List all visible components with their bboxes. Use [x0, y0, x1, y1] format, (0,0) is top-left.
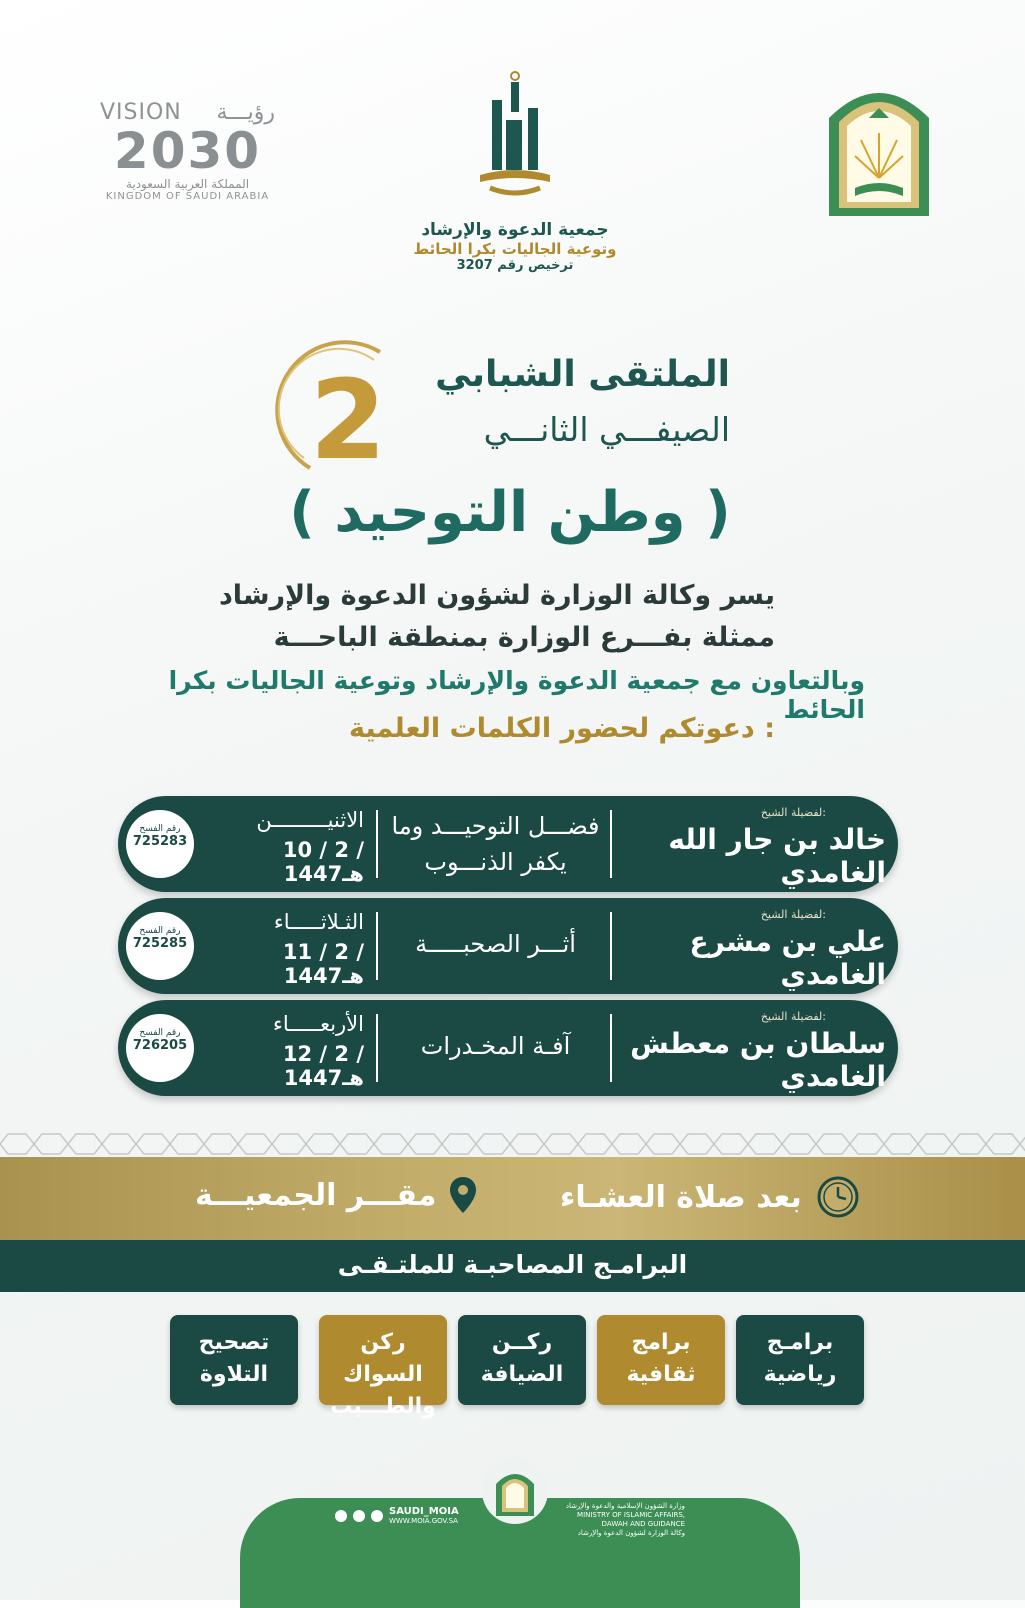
vision-year: 2030 — [113, 122, 262, 180]
agency-name: وكالة الوزارة لشؤون الدعوة والإرشاد — [577, 1529, 685, 1537]
footer-emblem — [482, 1458, 548, 1524]
speaker-name: سلطان بن معطش الغامدي — [630, 1027, 886, 1093]
event-time — [560, 1175, 860, 1219]
vision-country-ar: المملكة العربية السعودية — [125, 177, 250, 191]
speaker-name: خالد بن جار الله الغامدي — [668, 823, 886, 889]
website-link[interactable]: WWW.MOIA.GOV.SA — [389, 1517, 458, 1525]
lecture-speaker — [618, 1010, 886, 1093]
program-line2: والطـــيب — [330, 1394, 436, 1419]
lecture-hijri-date: 11 / 2 / 1447هـ — [282, 940, 364, 988]
ministry-name-en: MINISTRY OF ISLAMIC AFFAIRS, DAWAH AND GUIDANCE — [577, 1511, 685, 1528]
divider — [376, 810, 378, 878]
license-number: ترخيص رقم 3207 — [456, 258, 574, 273]
intro-line4: دعوتكم لحضور الكلمات العلمية : — [349, 713, 775, 744]
event-time-text: بعد صلاة العشـاء — [560, 1179, 802, 1215]
number-two-graphic — [270, 340, 420, 480]
event-title-area — [270, 340, 750, 490]
lecture-date — [214, 910, 364, 988]
ministry-name-ar: وزارة الشؤون الإسلامية والدعوة والإرشاد — [565, 1502, 685, 1510]
program-line1: ركــن — [491, 1330, 553, 1355]
broadcast-label: رقم الفسح — [139, 1028, 181, 1038]
number-two: 2 — [309, 356, 387, 480]
clock-icon — [816, 1175, 860, 1219]
broadcast-number-badge — [126, 1014, 194, 1082]
program-line2: الضيافة — [480, 1362, 564, 1387]
vision-2030-logo — [100, 100, 275, 220]
speaker-honorific: لفضيلة الشيخ: — [760, 806, 826, 819]
divider — [610, 912, 612, 980]
ministry-emblem-icon — [825, 78, 933, 216]
program-line2: ثقافية — [626, 1362, 696, 1387]
divider — [610, 810, 612, 878]
broadcast-label: رقم الفسح — [139, 824, 181, 834]
association-logo — [400, 70, 630, 290]
vision-country-en: KINGDOM OF SAUDI ARABIA — [105, 191, 270, 202]
title-line1: الملتقى الشبابي — [435, 354, 730, 395]
lecture-hijri-date: 12 / 2 / 1447هـ — [282, 1042, 364, 1090]
broadcast-number: 726205 — [132, 1038, 188, 1053]
intro-line2: ممثلة بفـــرع الوزارة بمنطقة الباحـــة — [273, 622, 775, 653]
program-line2: التلاوة — [199, 1362, 269, 1387]
lecture-hijri-date: 10 / 2 / 1447هـ — [282, 838, 364, 886]
lecture-row — [118, 1000, 898, 1096]
association-name-line2: وتوعية الجاليات بكرا الحائط — [413, 240, 617, 258]
program-item — [319, 1315, 447, 1419]
speaker-honorific: لفضيلة الشيخ: — [760, 908, 826, 921]
program-line1: تصحيح — [198, 1330, 270, 1355]
programs-title: البرامـج المصاحبـة للملتـقـى — [337, 1250, 688, 1279]
lecture-day: الثـلاثـــــاء — [273, 910, 364, 934]
vision-arabic: رؤيـــة — [216, 100, 275, 125]
social-links — [335, 1506, 459, 1525]
association-emblem-icon — [470, 70, 560, 210]
association-name: جمعية الدعوة والإرشاد — [421, 220, 609, 240]
lattice-pattern — [0, 1130, 1025, 1158]
vision-latin: VISION — [100, 100, 182, 125]
location-pin-icon — [448, 1175, 478, 1215]
program-line1: برامـج — [766, 1330, 834, 1355]
speaker-name: علي بن مشرع الغامدي — [689, 925, 886, 991]
program-line2: رياضية — [763, 1362, 837, 1387]
broadcast-number: 725283 — [132, 834, 188, 849]
divider — [610, 1014, 612, 1082]
event-place-text: مقـــر الجمعيـــة — [195, 1177, 437, 1213]
facebook-icon[interactable] — [353, 1510, 365, 1522]
program-line1: ركن السواك — [343, 1330, 423, 1387]
broadcast-number-badge — [126, 810, 194, 878]
lecture-row — [118, 796, 898, 892]
broadcast-number-badge — [126, 912, 194, 980]
intro-line1: يسر وكالة الوزارة لشؤون الدعوة والإرشاد — [218, 580, 775, 611]
program-item — [170, 1315, 298, 1405]
lecture-speaker — [618, 806, 886, 889]
divider — [376, 1014, 378, 1082]
lecture-day: الاثنيـــــــــن — [256, 808, 364, 832]
program-line1: برامج — [631, 1330, 691, 1355]
ministry-emblem-small-icon — [482, 1458, 548, 1524]
program-item — [736, 1315, 864, 1405]
lecture-row — [118, 898, 898, 994]
ministry-text — [565, 1502, 685, 1538]
program-item — [458, 1315, 586, 1405]
divider — [376, 912, 378, 980]
lecture-date — [214, 1012, 364, 1090]
event-details-band — [0, 1157, 1025, 1241]
intro-line3: وبالتعاون مع جمعية الدعوة والإرشاد وتوعية الجاليات بكرا الحائط — [168, 666, 865, 724]
broadcast-number: 725285 — [132, 936, 188, 951]
social-handle[interactable]: SAUDI_MOIA — [389, 1506, 459, 1517]
programs-header-band — [0, 1240, 1025, 1292]
event-subtitle: ( وطن التوحيد ) — [289, 480, 731, 545]
lecture-date — [214, 808, 364, 886]
twitter-icon[interactable] — [371, 1510, 383, 1522]
lecture-speaker — [618, 908, 886, 991]
lecture-topic: فضـــل التوحيـــد وما يكفر الذنـــوب — [391, 812, 600, 876]
program-item — [597, 1315, 725, 1405]
instagram-icon[interactable] — [335, 1510, 347, 1522]
lecture-day: الأربعـــــاء — [273, 1012, 364, 1036]
lecture-topic: آفـة المخـدرات — [420, 1032, 571, 1060]
lecture-topic: أثـــر الصحبـــــة — [415, 930, 576, 958]
title-line2: الصيفـــي الثانـــي — [483, 410, 730, 449]
speaker-honorific: لفضيلة الشيخ: — [760, 1010, 826, 1023]
broadcast-label: رقم الفسح — [139, 926, 181, 936]
event-place — [195, 1175, 478, 1215]
